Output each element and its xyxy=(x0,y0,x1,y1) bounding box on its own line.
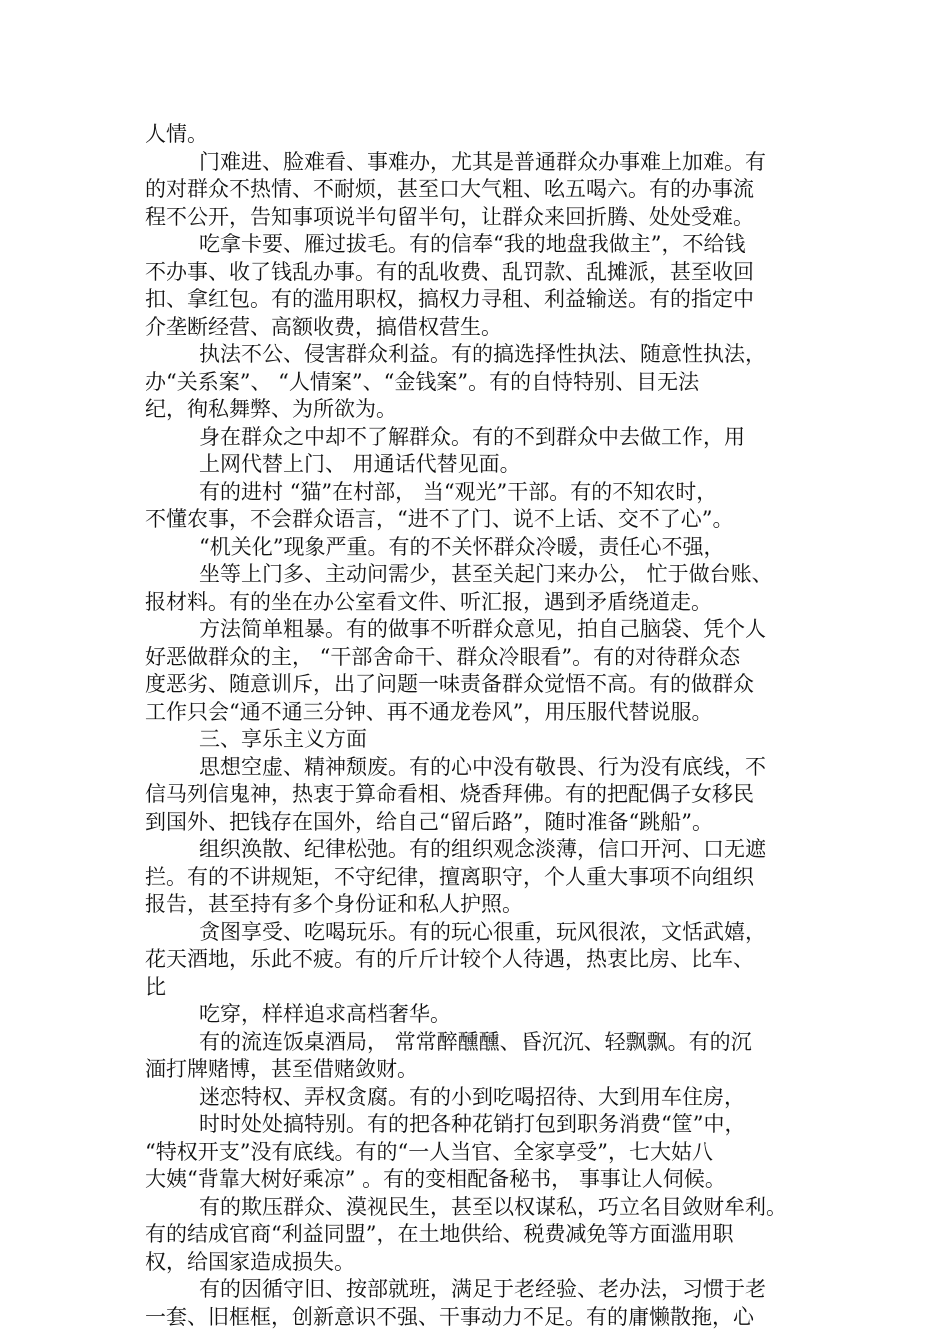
text-line: 组织涣散、纪律松弛。有的组织观念淡薄，信口开河、口无遮 xyxy=(199,837,766,861)
text-line: 纪，徇私舞弊、为所欲为。 xyxy=(145,397,397,421)
text-line: 好恶做群众的主， “干部舍命干、群众冷眼看”。有的对待群众态 xyxy=(145,644,741,669)
text-line: 时时处处搞特别。有的把各种花销打包到职务消费“筐”中， xyxy=(199,1112,746,1136)
text-line: 一套、旧框框，创新意识不强、干事动力不足。有的庸懒散拖，心 xyxy=(145,1304,754,1329)
text-line: 有的流连饭桌酒局， 常常醉醺醺、昏沉沉、轻飘飘。有的沉 xyxy=(199,1029,752,1054)
text-line: 花天酒地，乐此不疲。有的斤斤计较个人待遇，热衷比房、比车、 xyxy=(145,947,754,971)
text-line: 吃穿，样样追求高档奢华。 xyxy=(199,1002,451,1026)
text-line: 方法简单粗暴。有的做事不听群众意见，拍自己脑袋、凭个人 xyxy=(199,617,766,641)
text-line: 坐等上门多、主动问需少，甚至关起门来办公， 忙于做台账、 xyxy=(199,562,773,586)
text-line: 有的欺压群众、漠视民生，甚至以权谋私，巧立名目敛财牟利。 xyxy=(199,1194,787,1219)
text-line: 权，给国家造成损失。 xyxy=(145,1249,355,1274)
text-line: 不办事、收了钱乱办事。有的乱收费、乱罚款、乱摊派，甚至收回 xyxy=(145,259,754,284)
text-line: 身在群众之中却不了解群众。有的不到群众中去做工作，用 xyxy=(199,424,745,449)
text-line: 大姨“背靠大树好乘凉” 。有的变相配备秘书， 事事让人伺候。 xyxy=(145,1167,726,1191)
text-line: 扣、拿红包。有的滥用职权，搞权力寻租、利益输送。有的指定中 xyxy=(145,287,754,311)
text-line: 有的因循守旧、按部就班，满足于老经验、老办法，习惯于老 xyxy=(199,1277,766,1301)
section-heading: 三、享乐主义方面 xyxy=(199,727,367,751)
text-line: 拦。有的不讲规矩，不守纪律，擅离职守，个人重大事项不向组织 xyxy=(145,864,754,889)
text-line: 程不公开，告知事项说半句留半句，让群众来回折腾、处处受难。 xyxy=(145,204,754,229)
text-line: “特权开支”没有底线。有的“一人当官、全家享受”，七大姑八 xyxy=(145,1139,713,1164)
text-line: 比 xyxy=(145,974,166,999)
text-line: 办“关系案”、 “人情案”、“金钱案”。有的自恃特别、目无法 xyxy=(145,369,700,394)
text-line: 执法不公、侵害群众利益。有的搞选择性执法、随意性执法， xyxy=(199,342,766,366)
text-line: 报告，甚至持有多个身份证和私人护照。 xyxy=(145,892,523,916)
text-line: 门难进、脸难看、事难办，尤其是普通群众办事难上加难。有 xyxy=(199,149,766,174)
text-line: 度恶劣、随意训斥，出了问题一味责备群众觉悟不高。有的做群众 xyxy=(145,672,754,696)
text-line: 信马列信鬼神，热衷于算命看相、烧香拜佛。有的把配偶子女移民 xyxy=(145,782,754,806)
text-line: 吃拿卡要、雁过拔毛。有的信奉“我的地盘我做主”，不给钱 xyxy=(199,232,746,256)
text-line: 有的结成官商“利益同盟”，在土地供给、税费减免等方面滥用职 xyxy=(145,1222,734,1246)
text-line: 的对群众不热情、不耐烦，甚至口大气粗、吆五喝六。有的办事流 xyxy=(145,177,754,201)
text-line: 贪图享受、吃喝玩乐。有的玩心很重，玩风很浓，文恬武嬉， xyxy=(199,919,766,944)
text-line: 不懂农事，不会群众语言，“进不了门、说不上话、交不了心”。 xyxy=(145,507,734,531)
text-line: 介垄断经营、高额收费，搞借权营生。 xyxy=(145,314,502,339)
text-line: 到国外、把钱存在国外，给自己“留后路”，随时准备“跳船”。 xyxy=(145,809,713,834)
text-line: 迷恋特权、弄权贪腐。有的小到吃喝招待、大到用车住房， xyxy=(199,1084,745,1109)
text-line: 思想空虚、精神颓废。有的心中没有敬畏、行为没有底线，不 xyxy=(199,754,766,779)
text-line: 工作只会“通不通三分钟、再不通龙卷风”，用压服代替说服。 xyxy=(145,699,713,724)
text-line: “机关化”现象严重。有的不关怀群众冷暖，责任心不强， xyxy=(199,534,725,559)
text-line: 上网代替上门、 用通话代替见面。 xyxy=(199,452,521,476)
text-line: 报材料。有的坐在办公室看文件、听汇报，遇到矛盾绕道走。 xyxy=(145,589,712,614)
text-line: 人情。 xyxy=(145,122,208,146)
text-line: 有的进村 “猫”在村部， 当“观光”干部。有的不知农时， xyxy=(199,479,718,504)
text-line: 湎打牌赌博，甚至借赌敛财。 xyxy=(145,1057,418,1081)
